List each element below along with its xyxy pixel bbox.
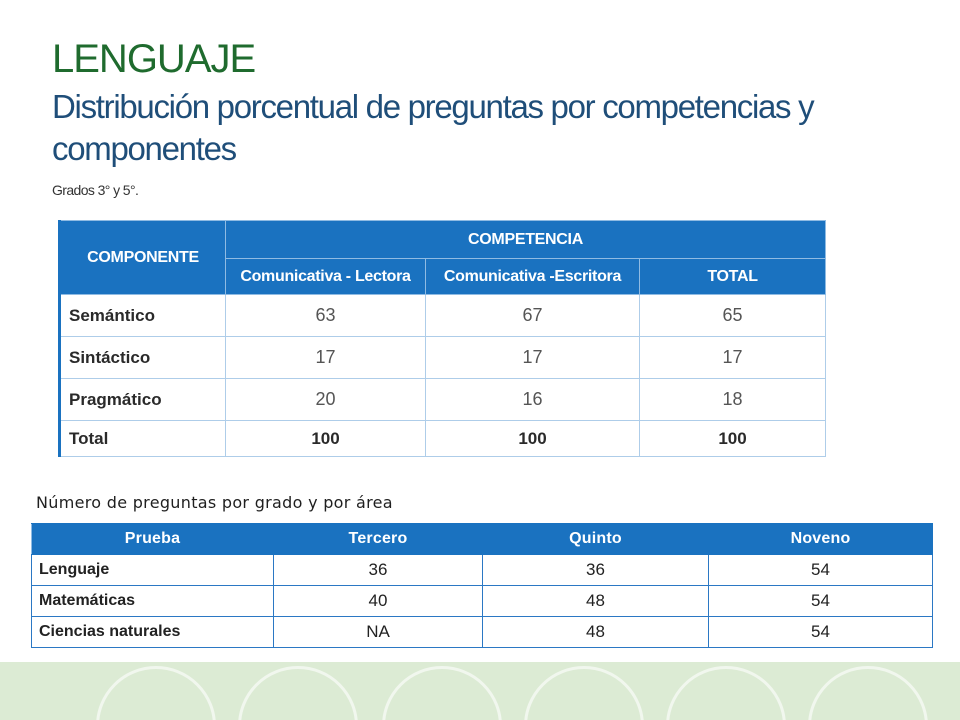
table-cell: 48 — [483, 586, 709, 617]
column-header-noveno: Noveno — [709, 524, 933, 555]
table-cell: 100 — [426, 421, 640, 457]
column-header-escritora: Comunicativa -Escritora — [426, 259, 640, 295]
table-cell: 16 — [426, 379, 640, 421]
arch-decoration — [238, 666, 358, 720]
table-cell: 63 — [226, 295, 426, 337]
column-header-prueba: Prueba — [32, 524, 274, 555]
arch-decoration — [666, 666, 786, 720]
table-cell: 36 — [274, 555, 483, 586]
table-row — [32, 586, 933, 617]
table-cell: 54 — [709, 617, 933, 648]
arch-decoration — [524, 666, 644, 720]
page-subtitle: Distribución porcentual de preguntas por competencias y componentes — [52, 88, 814, 167]
arch-decoration — [808, 666, 928, 720]
table-cell: 48 — [483, 617, 709, 648]
table-cell: 17 — [640, 337, 826, 379]
column-header-total: TOTAL — [640, 259, 826, 295]
table-cell: 54 — [709, 586, 933, 617]
row-label: Pragmático — [60, 379, 226, 421]
row-label: Total — [60, 421, 226, 457]
table-cell: NA — [274, 617, 483, 648]
table-cell: 17 — [426, 337, 640, 379]
column-header-tercero: Tercero — [274, 524, 483, 555]
table-cell: 67 — [426, 295, 640, 337]
table-row — [60, 295, 826, 337]
table-row-total — [60, 421, 826, 457]
row-label: Matemáticas — [32, 586, 274, 617]
arch-decoration — [96, 666, 216, 720]
table-cell: 18 — [640, 379, 826, 421]
page-title: LENGUAJE — [52, 37, 256, 81]
table-cell: 40 — [274, 586, 483, 617]
table-cell: 17 — [226, 337, 426, 379]
table-row — [32, 555, 933, 586]
column-header-lectora: Comunicativa - Lectora — [226, 259, 426, 295]
table-cell: 20 — [226, 379, 426, 421]
competence-header: COMPETENCIA — [226, 221, 826, 259]
decorative-footer-band — [0, 662, 960, 720]
row-label: Sintáctico — [60, 337, 226, 379]
row-label: Lenguaje — [32, 555, 274, 586]
questions-caption: Número de preguntas por grado y por área — [36, 493, 393, 512]
row-label: Ciencias naturales — [32, 617, 274, 648]
questions-table — [31, 523, 933, 648]
table-row — [32, 617, 933, 648]
table-cell: 100 — [640, 421, 826, 457]
table-row — [60, 379, 826, 421]
table-cell: 54 — [709, 555, 933, 586]
arch-decoration — [382, 666, 502, 720]
table-cell: 100 — [226, 421, 426, 457]
table-row — [60, 337, 826, 379]
row-label: Semántico — [60, 295, 226, 337]
grades-note: Grados 3° y 5°. — [52, 182, 139, 198]
column-header-quinto: Quinto — [483, 524, 709, 555]
table-cell: 65 — [640, 295, 826, 337]
component-header: COMPONENTE — [60, 221, 226, 295]
competence-table — [58, 220, 826, 457]
table-cell: 36 — [483, 555, 709, 586]
